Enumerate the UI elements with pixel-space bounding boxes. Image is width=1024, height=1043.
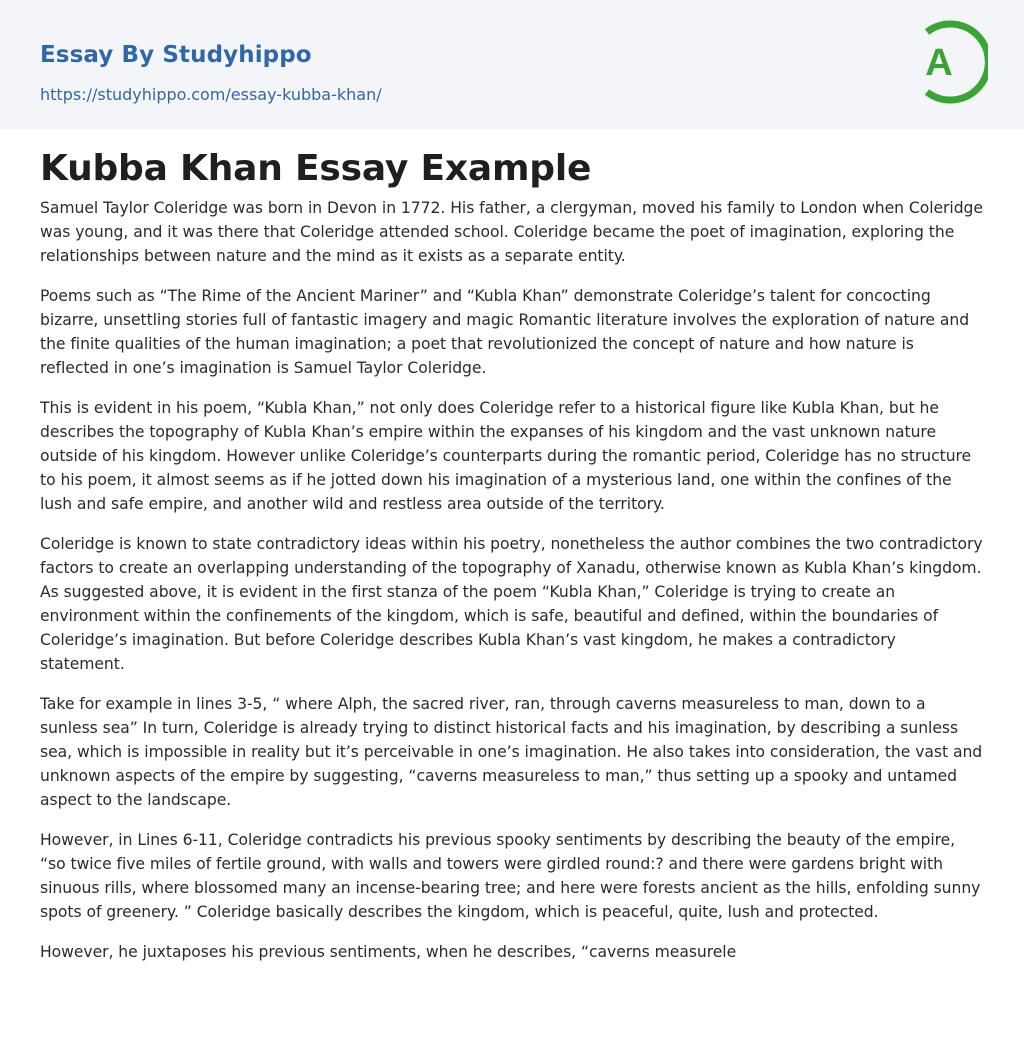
studyhippo-logo-icon[interactable] <box>910 18 988 106</box>
paragraph-6: However, in Lines 6-11, Coleridge contradicts his previous spooky sentiments by describing the beauty of the empire, “so twice five miles of fertile ground, with walls and towers were girdled round:? and there were gardens bright with sinuous rills, where blossomed many an incense-bearing tree; and here were forests ancient as the hills, enfolding sunny spots of greenery. ” Coleridge basically describes the kingdom, which is peaceful, quite, lush and protected. <box>40 831 981 921</box>
article <box>0 129 1024 964</box>
site-header <box>0 0 1024 129</box>
logo-letter: A <box>925 42 953 84</box>
paragraph-5: Take for example in lines 3-5, “ where Alph, the sacred river, ran, through caverns measureless to man, down to a sunless sea” In turn, Coleridge is already trying to distinct historical facts and his imagination, by describing a sunless sea, which is impossible in reality but it’s perceivable in one’s imagination. He also takes into consideration, the vast and unknown aspects of the empire by suggesting, “caverns measureless to man,” thus setting up a spooky and untamed aspect to the landscape. <box>40 695 983 809</box>
page-title: Kubba Khan Essay Example <box>40 148 592 189</box>
paragraph-7: However, he juxtaposes his previous sentiments, when he describes, “caverns measurele <box>40 943 737 961</box>
paragraph-4: Coleridge is known to state contradictory ideas within his poetry, nonetheless the author combines the two contradictory factors to create an overlapping understanding of the topography of Xanadu, otherwise known as Kubla Khan’s kingdom. As suggested above, it is evident in the first stanza of the poem “Kubla Khan,” Coleridge is trying to create an environment within the confinements of the kingdom, which is safe, beautiful and defined, within the boundaries of Coleridge’s imagination. But before Coleridge describes Kubla Khan’s vast kingdom, he makes a contradictory statement. <box>40 535 983 673</box>
paragraph-2: Poems such as “The Rime of the Ancient Mariner” and “Kubla Khan” demonstrate Coleridge’s talent for concocting bizarre, unsettling stories full of fantastic imagery and magic Romantic literature involves the exploration of nature and the finite qualities of the human imagination; a poet that revolutionized the concept of nature and how nature is reflected in one’s imagination is Samuel Taylor Coleridge. <box>40 287 970 377</box>
source-url-link[interactable]: https://studyhippo.com/essay-kubba-khan/ <box>40 85 382 104</box>
paragraph-3: This is evident in his poem, “Kubla Khan,” not only does Coleridge refer to a historical figure like Kubla Khan, but he describes the topography of Kubla Khan’s empire within the expanses of his kingdom and the vast unknown nature outside of his kingdom. However unlike Coleridge’s counterparts during the romantic period, Coleridge has no structure to his poem, it almost seems as if he jotted down his imagination of a mysterious land, one within the confines of the lush and safe empire, and another wild and restless area outside of the territory. <box>40 399 972 513</box>
brand-title[interactable]: Essay By Studyhippo <box>40 42 312 68</box>
paragraph-1: Samuel Taylor Coleridge was born in Devon in 1772. His father, a clergyman, moved his family to London when Coleridge was young, and it was there that Coleridge attended school. Coleridge became the poet of imagination, exploring the relationships between nature and the mind as it exists as a separate entity. <box>40 199 983 265</box>
